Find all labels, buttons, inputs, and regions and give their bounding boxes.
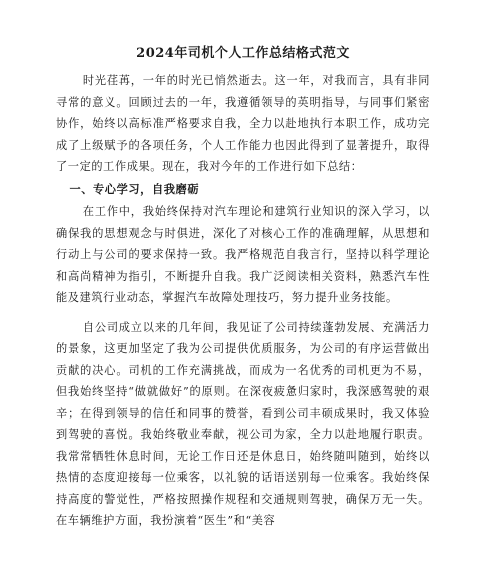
section-paragraph-1: 在工作中，我始终保持对汽车理论和建筑行业知识的深入学习，以确保我的思想观念与时俱进，深化了对核心工作的准确理解，从思想和行动上与公司的要求保持一致。我严格规范自我言行，坚持以科学理论和高尚精神为指引，不断提升自我。我广泛阅读相关资料，熟悉汽车性能及建筑行业动态，掌握汽车故障处理技巧，努力提升业务技能。 [56, 205, 430, 304]
section-heading: 一、专心学习，自我磨砺 [69, 181, 200, 196]
paragraph-spacer [56, 309, 430, 317]
section-paragraph-2: 自公司成立以来的几年间，我见证了公司持续蓬勃发展、充满活力的景象，这更加坚定了我为公司提供优质服务，为公司的有序运营做出贡献的决心。司机的工作充满挑战，而成为一名优秀的司机更为不易，但我始终坚持“做就做好”的原则。在深夜疲惫归家时，我深感驾驶的艰辛；在得到领导的信任和同事的赞誉，看到公司丰硕成果时，我又体验到驾驶的喜悦。我始终敬业奉献，视公司为家，全力以赴地履行职责。我常常牺牲休息时间，无论工作日还是休息日，始终随叫随到，始终以热情的态度迎接每一位乘客，以礼貌的话语送别每一位乘客。我始终保持高度的警觉性，严格按照操作规程和交通规则驾驶，确保万无一失。在车辆维护方面，我扮演着“医生”和“美容 [56, 320, 430, 527]
document-title: 2024年司机个人工作总结格式范文 [136, 46, 350, 61]
intro-paragraph: 时光荏苒，一年的时光已悄然逝去。这一年，对我而言，具有非同寻常的意义。回顾过去的一年，我遵循领导的英明指导，与同事们紧密协作，始终以高标准严格要求自我，全力以赴地执行本职工作，成功完成了上级赋予的各项任务，个人工作能力也因此得到了显著提升，取得了一定的工作成果。现在，我对今年的工作进行如下总结： [56, 74, 430, 173]
